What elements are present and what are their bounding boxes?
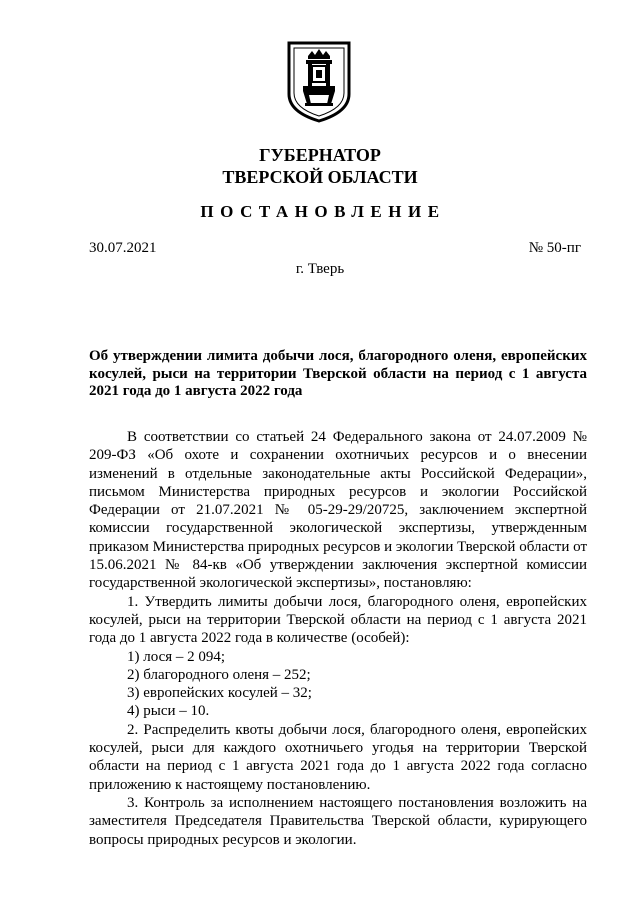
preamble-paragraph: В соответствии со статьей 24 Федерального закона от 24.07.2009 № 209-ФЗ «Об охоте и сохранении охотничьих ресурсов и о внесении изменений в отдельные законодательные акты Российской Федерации», письмом Министерства природных ресурсов и экологии Российской Федерации от 21.07.2021 № 05-29-29/20725, заключением экспертной комиссии государственной экологической экспертизы, утвержденным приказом Министерства природных ресурсов и экологии Тверской области от 15.06.2021 № 84-кв «Об утверждении заключения экспертной комиссии государственной экологической экспертизы», постановляю: xyxy=(89,429,587,592)
item-1-paragraph: 1. Утвердить лимиты добычи лося, благородного оленя, европейских косулей, рыси на территории Тверской области на период с 1 августа 2021 года до 1 августа 2022 года в количестве (особей): xyxy=(89,593,587,647)
header-line-2: ТВЕРСКОЙ ОБЛАСТИ xyxy=(222,167,418,187)
document-type-title: ПОСТАНОВЛЕНИЕ xyxy=(200,202,446,221)
item-3-paragraph: 3. Контроль за исполнением настоящего постановления возложить на заместителя Председателя Правительства Тверской области, курирующего вопросы природных ресурсов и экологии. xyxy=(89,794,587,848)
document-city: г. Тверь xyxy=(295,261,345,277)
document-body xyxy=(89,428,587,849)
limit-item-moose: 1) лося – 2 094; xyxy=(127,648,226,665)
tver-coat-of-arms-icon xyxy=(286,40,352,124)
limit-item-lynx: 4) рыси – 10. xyxy=(127,703,210,720)
document-date: 30.07.2021 xyxy=(89,240,157,256)
item-2-paragraph: 2. Распределить квоты добычи лося, благородного оленя, европейских косулей, рыси для каждого охотничьего угодья на территории Тверской области на период с 1 августа 2021 года до 1 августа 2022 года согласно приложению к настоящему постановлению. xyxy=(89,721,587,793)
limit-item-roe-deer: 3) европейских косулей – 32; xyxy=(127,685,312,702)
document-number: № 50-пг xyxy=(528,240,581,256)
limit-item-red-deer: 2) благородного оленя – 252; xyxy=(127,666,311,683)
document-subject: Об утверждении лимита добычи лося, благородного оленя, европейских косулей, рыси на территории Тверской области на период с 1 августа 2021 года до 1 августа 2022 года xyxy=(89,348,587,399)
header-line-1: ГУБЕРНАТОР xyxy=(259,145,381,165)
